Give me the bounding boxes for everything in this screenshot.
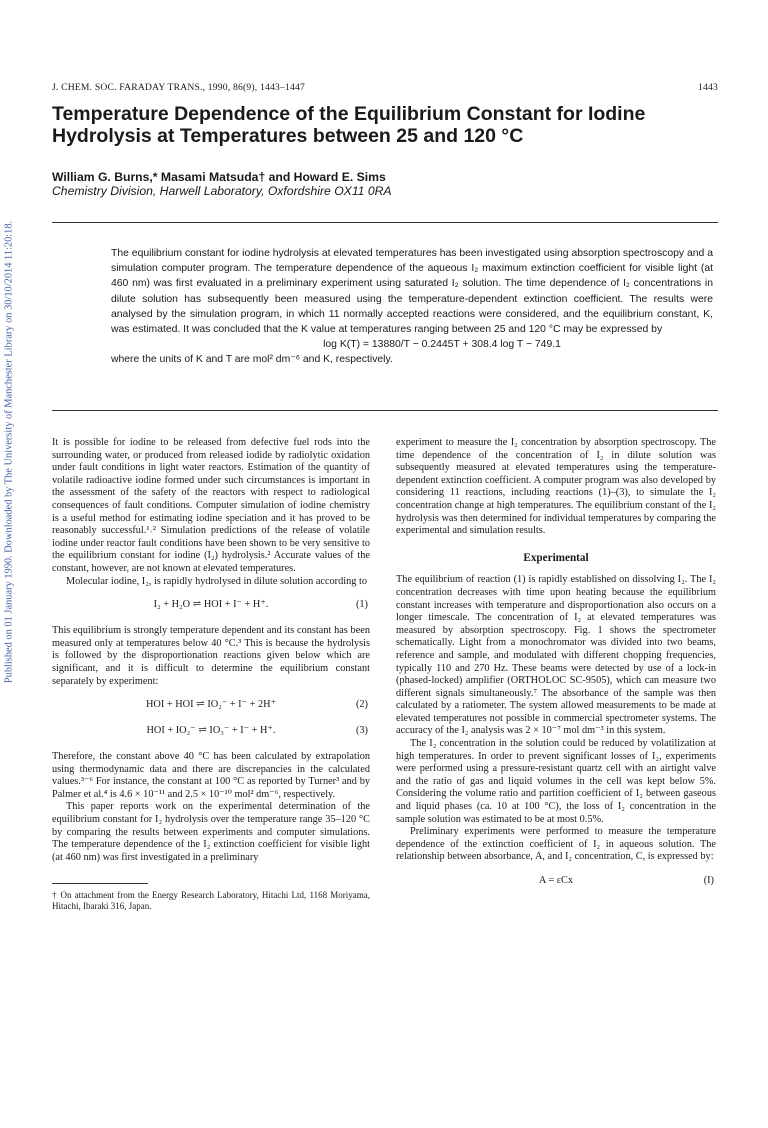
footnote: † On attachment from the Energy Research Laboratory, Hitachi Ltd, 1168 Moriyama, Hitachi, Ibaraki 316, Japan. — [52, 890, 370, 912]
left-column — [52, 437, 370, 912]
intro-paragraph-5: This paper reports work on the experimental determination of the equilibrium constant for I₂ hydrolysis over the temperature range 35–120 °C by comparing the results between experiments and computer simulations. The temperature dependence of the I₂ extinction coefficient for visible light (at 460 nm) was first investigated in a preliminary — [52, 801, 370, 863]
equation-3-text: HOI + IO₂⁻ ⇌ IO₃⁻ + I⁻ + H⁺. — [146, 725, 276, 737]
intro-paragraph-6: experiment to measure the I₂ concentration by absorption spectroscopy. The time dependence of the concentration of I₂ in dilute solution was subsequently measured at elevated temperatures using the temperature-dependent extinction coefficient. A computer program was also developed by considering 11 reactions, including reactions (1)–(3), to simulate the I₂ concentration change at high temperatures. The equilibrium constant of the I₂ hydrolysis was then determined for individual temperatures by comparing the experimental and simulation results. — [396, 437, 716, 537]
page-number: 1443 — [698, 82, 718, 93]
equation-2-number: (2) — [355, 699, 368, 711]
footnote-rule — [52, 883, 148, 884]
equation-3-number: (3) — [355, 725, 368, 737]
equation-1-number: (1) — [355, 599, 368, 611]
author-list: William G. Burns,* Masami Matsuda† and Howard E. Sims — [52, 170, 386, 184]
intro-paragraph-4: Therefore, the constant above 40 °C has been calculated by extrapolation using thermodynamic data and there are discrepancies in the calculated values.³⁻⁶ For instance, the constant at 100 °C as reported by Turner³ and by Palmer et al.⁴ is 4.6 × 10⁻¹¹ and 2.5 × 10⁻¹⁰ mol² dm⁻⁶, respectively. — [52, 751, 370, 800]
equation-3 — [52, 725, 370, 740]
running-head — [52, 82, 718, 96]
abstract-text: The equilibrium constant for iodine hydrolysis at elevated temperatures has been investigated using absorption spectroscopy and a simulation computer program. The temperature dependence of the aqueous I₂ maximum extinction coefficient for visible light (at 460 nm) was first evaluated in a preliminary experiment using saturated I₂ solution. The time dependence of I₂ concentrations in dilute solution has subsequently been measured using the temperature-dependent extinction coefficient. The results were analysed by the simulation program, in which 11 normally accepted reactions were considered, and the equilibrium constant, K, was estimated. It was concluded that the K value at temperatures ranging between 25 and 120 °C may be expressed by — [111, 248, 713, 336]
abstract-bottom-rule — [52, 410, 718, 411]
equation-I-text: A = εCx — [538, 875, 574, 886]
equation-I — [396, 875, 716, 890]
abstract-top-rule — [52, 222, 718, 223]
section-heading-experimental: Experimental — [523, 551, 589, 564]
experimental-paragraph-1: The equilibrium of reaction (1) is rapidly established on dissolving I₂. The I₂ concentration decreases with time upon heating because the equilibrium constant increases with temperature and disproportionation also occurs on a longer timescale. The concentration of I₂ at elevated temperatures was measured by absorption spectroscopy. Fig. 1 shows the spectrometer schematically. Light from a monochromator was divided into two beams, reference and sample, and modulated with different chopping frequencies, typically 110 and 270 Hz. These beams were detected by use of a lock-in (phased-locked) amplifier (ORTHOLOC SC-9505), which can measure two different signals simultaneously.⁷ The absorbance of the sample was then calculated by a ratiometer. The system allowed measurements to be made at elevated temperatures not possible in commercial spectrometer systems. The accuracy of the I₂ analysis was 2 × 10⁻⁷ mol dm⁻³ in this system. — [396, 574, 716, 737]
abstract-units: where the units of K and T are mol² dm⁻⁶ and K, respectively. — [111, 354, 393, 366]
affiliation: Chemistry Division, Harwell Laboratory, Oxfordshire OX11 0RA — [52, 184, 392, 198]
right-column — [396, 437, 716, 901]
equation-2-text: HOI + HOI ⇌ IO₂⁻ + I⁻ + 2H⁺ — [145, 699, 277, 711]
download-watermark-text: Published on 01 January 1990. Downloaded by The University of Manchester Library on 30/10/2014 11:20:18. — [3, 220, 15, 684]
intro-paragraph-1: It is possible for iodine to be released from defective fuel rods into the surrounding water, or produced from released iodide by radiolytic oxidation under fault conditions in light water reactors. Estimation of the quantity of volatile radioactive iodine formed under such circumstances is important in the assessment of the safety of the reactors with respect to radiological consequences of fault conditions. Computer simulation of iodine chemistry is a useful method for estimating iodine speciation and it has proved to be reasonably successful.¹˒² Simulation predictions of the release of volatile iodine under reactor fault conditions have been shown to be very sensitive to the equilibrium constant for iodine (I₂) hydrolysis.² Accurate values of the constant, however, are not known at elevated temperatures. — [52, 437, 370, 574]
equation-1-text: I₂ + H₂O ⇌ HOI + I⁻ + H⁺. — [153, 599, 269, 611]
equation-2 — [52, 699, 370, 714]
equation-I-number: (I) — [703, 875, 714, 886]
experimental-paragraph-2: The I₂ concentration in the solution could be reduced by volatilization at high temperatures. In order to prevent significant losses of I₂, experiments were performed using a pressure-resistant quartz cell with an airtight valve and the ratio of gas and liquid volumes in the cell was kept below 5%. Considering the volume ratio and partition coefficient of I₂ between gaseous and liquid phases (ca. 10 at 100 °C), the loss of I₂ concentration in the sample solution was estimated to be at most 0.5%. — [396, 738, 716, 825]
equation-1 — [52, 599, 370, 614]
download-watermark — [2, 212, 16, 692]
abstract — [111, 246, 713, 368]
intro-paragraph-3: This equilibrium is strongly temperature dependent and its constant has been measured only at temperatures below 40 °C.³ This is because the hydrolysis is followed by the disproportionation reactions given below which are significant, and it is difficult to determine the equilibrium constant separately by experiment: — [52, 625, 370, 687]
experimental-paragraph-3: Preliminary experiments were performed to measure the temperature dependence of the extinction coefficient of I₂ in aqueous solution. The relationship between absorbance, A, and I₂ concentration, C, is expressed by: — [396, 826, 716, 863]
abstract-equation: log K(T) = 13880/T − 0.2445T + 308.4 log T − 749.1 — [323, 339, 561, 351]
article-title: Temperature Dependence of the Equilibrium Constant for Iodine Hydrolysis at Temperatures between 25 and 120 °C — [52, 103, 646, 147]
journal-citation: J. CHEM. SOC. FARADAY TRANS., 1990, 86(9), 1443–1447 — [52, 82, 305, 93]
intro-paragraph-2: Molecular iodine, I₂, is rapidly hydrolysed in dilute solution according to — [66, 575, 367, 587]
